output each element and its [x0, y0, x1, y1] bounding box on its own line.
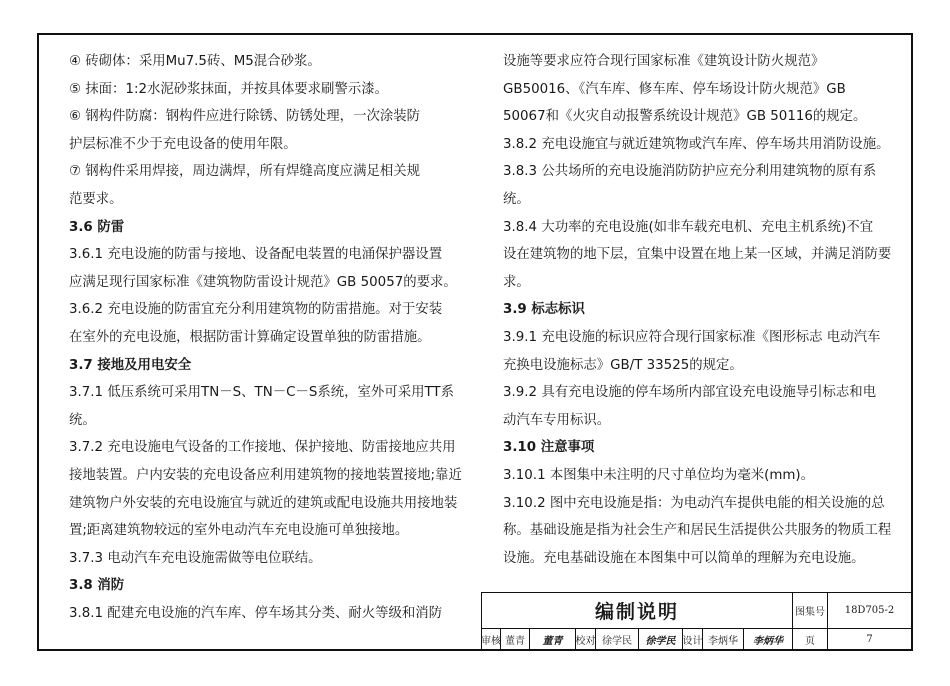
reviewer-name: 董青: [501, 629, 530, 650]
text-line: 3.9.2 具有充电设施的停车场所内部宜设充电设施导引标志和电: [503, 385, 877, 401]
text-line: 接地装置。户内安装的充电设备应利用建筑物的接地装置接地;靠近: [69, 467, 462, 483]
text-line: 护层标准不少于充电设备的使用年限。: [69, 136, 297, 152]
check-label: 校对: [576, 629, 596, 650]
drawing-sheet: [37, 33, 913, 651]
text-line: 求。: [503, 274, 530, 290]
review-label: 审核: [482, 629, 501, 650]
checker-name: 徐学民: [596, 629, 639, 650]
section-heading: 3.8 消防: [69, 578, 125, 594]
text-line: 3.7.3 电动汽车充电设施需做等电位联结。: [69, 550, 322, 566]
checker-signature: 徐学民: [639, 629, 683, 650]
text-line: 在室外的充电设施，根据防雷计算确定设置单独的防雷措施。: [69, 329, 431, 345]
text-line: 3.10.2 图中充电设施是指：为电动汽车提供电能的相关设施的总: [503, 495, 885, 511]
text-line: 3.8.4 大功率的充电设施(如非车载充电机、充电主机系统)不宜: [503, 219, 874, 235]
designer-name: 李炳华: [703, 629, 744, 650]
text-line: 3.7.1 低压系统可采用TN－S、TN－C－S系统，室外可采用TT系: [69, 385, 455, 401]
text-line: 3.6.1 充电设施的防雷与接地、设备配电装置的电涌保护器设置: [69, 247, 443, 263]
section-heading: 3.10 注意事项: [503, 440, 595, 456]
text-line: 设施。充电基础设施在本图集中可以简单的理解为充电设施。: [503, 550, 865, 566]
text-line: ⑤ 抹面：1:2水泥砂浆抹面，并按具体要求刷警示漆。: [69, 81, 389, 97]
left-column: [69, 48, 489, 627]
section-heading: 3.6 防雷: [69, 219, 125, 235]
section-heading: 3.9 标志标识: [503, 302, 585, 318]
design-label: 设计: [683, 629, 703, 650]
right-column: [503, 48, 923, 572]
text-line: ④ 砖砌体：采用Mu7.5砖、M5混合砂浆。: [69, 54, 321, 69]
text-line: 3.6.2 充电设施的防雷宜充分利用建筑物的防雷措施。对于安装: [69, 302, 443, 318]
title-block: [481, 592, 913, 651]
designer-signature: 李炳华: [744, 629, 793, 650]
text-line: 设施等要求应符合现行国家标准《建筑设计防火规范》: [503, 54, 825, 69]
text-line: 应满足现行国家标准《建筑物防雷设计规范》GB 50057的要求。: [69, 274, 457, 290]
text-line: 3.8.1 配建充电设施的汽车库、停车场其分类、耐火等级和消防: [69, 605, 443, 621]
text-line: 建筑物户外安装的充电设施宜与就近的建筑或配电设施共用接地装: [69, 495, 458, 511]
page-label: 页: [793, 629, 828, 650]
text-line: ⑦ 钢构件采用焊接，周边满焊，所有焊缝高度应满足相关规: [69, 164, 421, 180]
atlas-number: 18D705-2: [828, 593, 912, 629]
text-line: 动汽车专用标识。: [503, 412, 611, 428]
text-line: 3.9.1 充电设施的标识应符合现行国家标准《图形标志 电动汽车: [503, 329, 881, 345]
text-line: 3.8.2 充电设施宜与就近建筑物或汽车库、停车场共用消防设施。: [503, 136, 890, 152]
text-line: 统。: [69, 412, 96, 428]
page-number: 7: [828, 629, 912, 650]
text-line: 3.7.2 充电设施电气设备的工作接地、保护接地、防雷接地应共用: [69, 440, 456, 456]
reviewer-signature: 董青: [530, 629, 576, 650]
section-heading: 3.7 接地及用电安全: [69, 357, 192, 373]
text-line: ⑥ 钢构件防腐：钢构件应进行除锈、防锈处理，一次涂装防: [69, 109, 421, 125]
text-line: 范要求。: [69, 191, 123, 207]
text-line: 设在建筑物的地下层，宜集中设置在地上某一区域，并满足消防要: [503, 247, 892, 263]
text-line: 称。基础设施是指为社会生产和居民生活提供公共服务的物质工程: [503, 523, 892, 539]
text-line: 统。: [503, 191, 530, 207]
sheet-title: 编制说明: [482, 593, 793, 629]
text-line: 3.10.1 本图集中未注明的尺寸单位均为毫米(mm)。: [503, 467, 815, 483]
atlas-number-label: 图集号: [793, 593, 828, 629]
text-line: 3.8.3 公共场所的充电设施消防防护应充分利用建筑物的原有系: [503, 164, 877, 180]
text-line: GB50016、《汽车库、修车库、停车场设计防火规范》GB: [503, 81, 846, 97]
text-line: 50067和《火灾自动报警系统设计规范》GB 50116的规定。: [503, 109, 867, 125]
text-line: 置;距离建筑物较远的室外电动汽车充电设施可单独接地。: [69, 523, 409, 539]
text-line: 充换电设施标志》GB/T 33525的规定。: [503, 357, 743, 373]
